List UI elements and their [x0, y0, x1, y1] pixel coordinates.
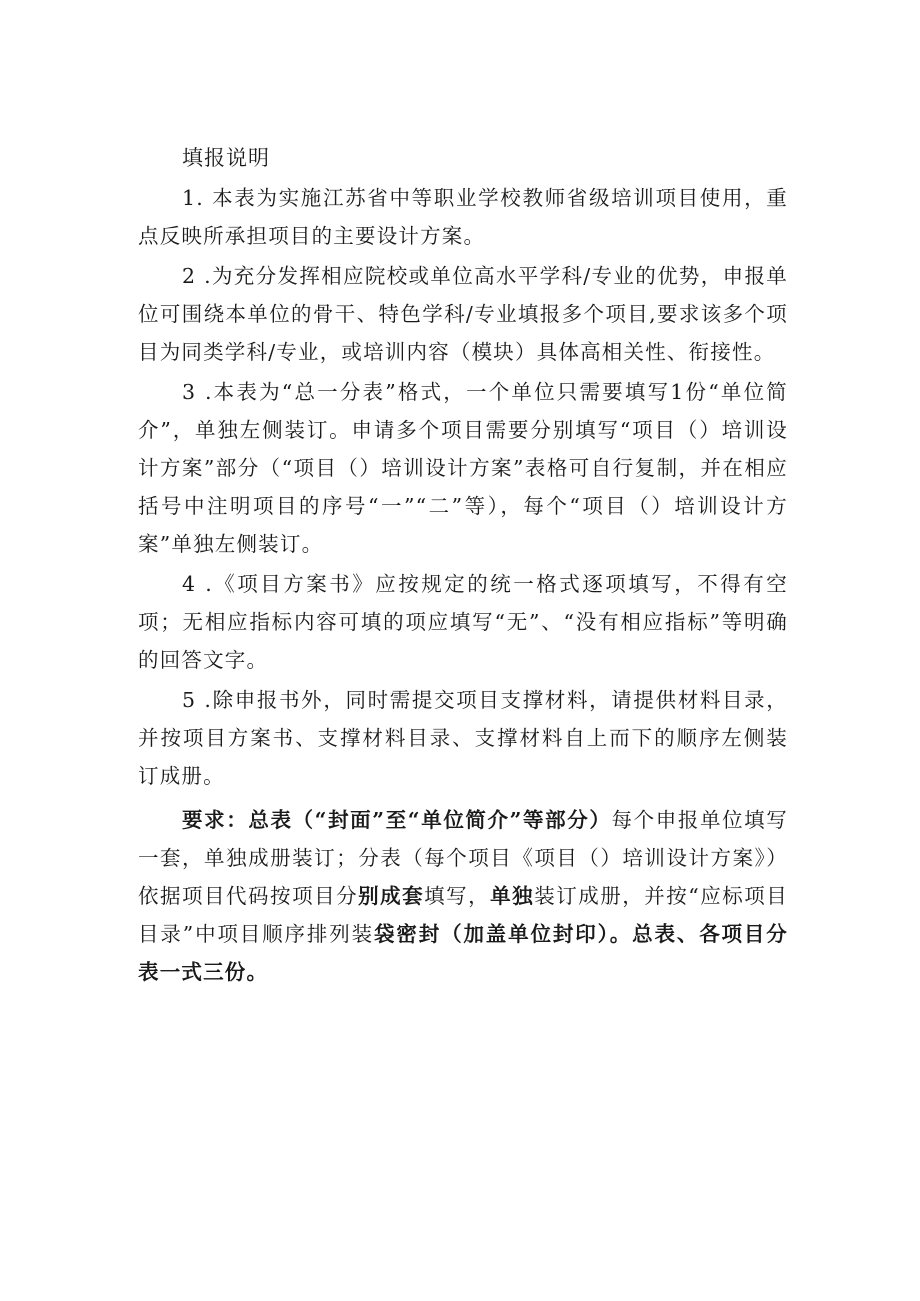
requirement-bold-2: 单独 — [490, 884, 535, 908]
requirement-bold-1: 别成套 — [358, 884, 425, 908]
requirement-text-1: 每个申报单位填写一套，单独成册装订；分表（每个项目《项目（）培训设计方案》）依据项目代码按项目分 — [138, 808, 788, 908]
requirement-text-3: 装订成册，并按“应标项目目录”中项目顺序排列装 — [138, 884, 788, 946]
requirement-paragraph — [138, 801, 788, 991]
instructions-page — [138, 139, 788, 993]
page-title: 填报说明 — [182, 146, 270, 170]
instruction-item-5: 5 .除申报书外，同时需提交项目支撑材料，请提供材料目录，并按项目方案书、支撑材料目录、支撑材料自上而下的顺序左侧装订成册。 — [138, 688, 788, 788]
instruction-item-3: 3 .本表为“总一分表”格式，一个单位只需要填写1份“单位简介”，单独左侧装订。申请多个项目需要分别填写“项目（）培训设计方案”部分（“项目（）培训设计方案”表格可自行复制，并在相应括号中注明项目的序号“一”“二”等），每个“项目（）培训设计方案”单独左侧装订。 — [138, 380, 788, 556]
requirement-label: 要求：总表（“封面”至“单位简介”等部分） — [182, 808, 612, 832]
requirement-text-2: 填写， — [424, 884, 491, 908]
instruction-item-4: 4 .《项目方案书》应按规定的统一格式逐项填写，不得有空项；无相应指标内容可填的项应填写“无”、“没有相应指标”等明确的回答文字。 — [138, 572, 788, 672]
instruction-item-1: 1. 本表为实施江苏省中等职业学校教师省级培训项目使用，重点反映所承担项目的主要设计方案。 — [138, 186, 788, 248]
requirement-bold-3: 袋密封（加盖单位封印）。总表、各项目分表一式三份。 — [138, 922, 788, 984]
instruction-item-2: 2 .为充分发挥相应院校或单位高水平学科/专业的优势，申报单位可围绕本单位的骨干、特色学科/专业填报多个项目,要求该多个项目为同类学科/专业，或培训内容（模块）具体高相关性、衔接性。 — [138, 264, 788, 364]
